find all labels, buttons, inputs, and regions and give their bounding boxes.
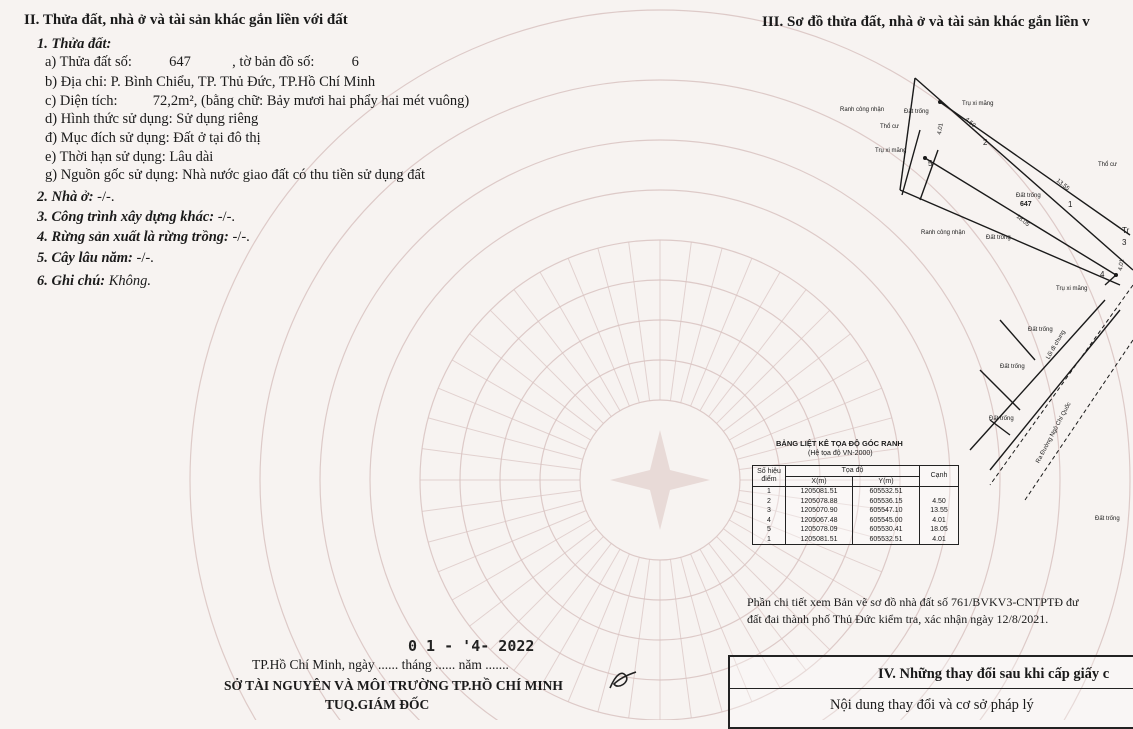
changes-column-header: Nội dung thay đổi và cơ sở pháp lý: [830, 697, 1034, 713]
table-row: [753, 525, 959, 535]
cell-x: 1205078.09: [786, 525, 853, 535]
diagram-line: [990, 310, 1120, 470]
cell-point: 2: [753, 497, 786, 507]
area-label: c) Diện tích:: [45, 93, 118, 109]
construction-line: [37, 209, 235, 226]
watermark-ray: [717, 310, 830, 423]
changes-box: [728, 655, 1133, 729]
watermark-ray: [717, 537, 830, 650]
house-line: [37, 189, 114, 206]
diagram-line: [1000, 320, 1035, 360]
cell-x: 1205081.51: [786, 535, 853, 545]
road-label: Lối đi chung: [1045, 329, 1067, 361]
table-row: [753, 497, 959, 507]
point-label-2: 2: [983, 138, 988, 147]
parcel-diagram: [820, 70, 1133, 530]
date-line: TP.Hồ Chí Minh, ngày ...... tháng ...... năm .......: [252, 657, 509, 672]
section-ii-title: II. Thửa đất, nhà ở và tài sản khác gắn liền với đất: [24, 12, 348, 28]
cell-y: 605536.15: [853, 497, 920, 507]
watermark-ray: [709, 290, 806, 417]
perennial-label: 5. Cây lâu năm:: [37, 250, 133, 266]
cell-x: 1205078.88: [786, 497, 853, 507]
edge-length-label: 18.05: [1014, 213, 1031, 229]
watermark-ray: [629, 242, 650, 401]
edge-length-label: 4.01: [1117, 258, 1126, 272]
cell-y: 605530.41: [853, 525, 920, 535]
coordinate-table: [752, 465, 959, 545]
cell-point: 1: [753, 487, 786, 497]
note-label: 6. Ghi chú:: [37, 273, 106, 289]
label-tho-cu: Thổ cư: [1098, 162, 1118, 168]
road-boundary: [1025, 340, 1133, 500]
cell-x: 1205070.90: [786, 506, 853, 516]
watermark-ray: [470, 334, 597, 431]
label-dat-trong: Đất trống: [986, 235, 1011, 241]
cell-point: 3: [753, 506, 786, 516]
note-value: Không.: [108, 273, 152, 289]
watermark-ray: [514, 290, 611, 417]
land-heading: 1. Thửa đất:: [37, 36, 112, 52]
detail-note-line-2: đất đai thành phố Thủ Đức kiểm tra, xác nhận ngày 12/8/2021.: [747, 612, 1049, 626]
th-point: Số hiệu điểm: [753, 466, 786, 487]
signer-position: TUQ.GIÁM ĐỐC: [325, 697, 430, 712]
department-name: SỞ TÀI NGUYÊN VÀ MÔI TRƯỜNG TP.HỒ CHÍ MINH: [224, 678, 563, 693]
label-dat-trong: Đất trống: [904, 109, 929, 115]
edge-length-label: 13.55: [1054, 177, 1071, 193]
road-boundary: [990, 285, 1133, 485]
purpose-line: đ) Mục đích sử dụng: Đất ở tại đô thị: [45, 130, 261, 146]
cell-x: 1205067.48: [786, 516, 853, 526]
parcel-number-label: 647: [1020, 201, 1032, 208]
label-tru-xi-mang: Trụ xi măng: [875, 148, 907, 154]
th-y: Y(m): [853, 476, 920, 487]
edge-label-tr: Tr: [1122, 226, 1130, 235]
label-tru-xi-mang: Trụ xi măng: [1056, 286, 1088, 292]
parcel-edge: [1105, 275, 1116, 285]
label-ranh-cong-nhan: Ranh công nhận: [921, 230, 966, 236]
point-label-4: 4: [1100, 270, 1105, 279]
watermark-ray: [629, 559, 650, 718]
construction-value: -/-.: [217, 209, 236, 225]
section-iii-title: III. Sơ đồ thửa đất, nhà ở và tài sản khác gắn liền v: [762, 14, 1090, 30]
forest-value: -/-.: [232, 229, 250, 245]
label-dat-trong: Đất trống: [1028, 327, 1053, 333]
point-label-5: 5: [928, 159, 933, 168]
cell-point: 1: [753, 535, 786, 545]
handwritten-date: 0 1 - '4- 2022: [408, 637, 535, 655]
diagram-line: [970, 300, 1105, 450]
label-dat-trong-parcel: Đất trống: [1016, 193, 1041, 199]
cell-y: 605532.51: [853, 487, 920, 497]
watermark-ray: [670, 242, 691, 401]
watermark-ray: [470, 529, 597, 626]
house-value: -/-.: [97, 189, 115, 205]
signature-mark-icon: [608, 668, 638, 694]
cell-edge: 4.01: [920, 535, 959, 545]
point-label-1: 1: [1068, 200, 1073, 209]
th-x: X(m): [786, 476, 853, 487]
forest-label: 4. Rừng sản xuất là rừng trồng:: [37, 229, 229, 245]
edge-length-label: 4.50: [963, 116, 977, 130]
changes-title: IV. Những thay đổi sau khi cấp giấy c: [878, 666, 1110, 682]
cell-edge: 4.01: [920, 516, 959, 526]
parcel-label: a) Thửa đất số:: [45, 54, 132, 70]
label-dat-trong: Đất trống: [1095, 516, 1120, 522]
parcel-number: 647: [169, 54, 191, 70]
diagram-line: [920, 150, 938, 200]
cell-point: 4: [753, 516, 786, 526]
cell-x: 1205081.51: [786, 487, 853, 497]
map-sheet-number: 6: [351, 54, 359, 70]
cell-y: 605545.00: [853, 516, 920, 526]
label-tru-xi-mang: Trụ xi măng: [962, 101, 994, 107]
point-label-3: 3: [1122, 238, 1127, 247]
table-row: [753, 506, 959, 516]
cell-edge: 13.55: [920, 506, 959, 516]
coord-table-subtitle: (Hệ tọa độ VN-2000): [808, 450, 873, 457]
label-tho-cu: Thổ cư: [880, 124, 900, 130]
area-line: [45, 93, 469, 110]
perennial-line: [37, 250, 154, 267]
watermark-ray: [422, 449, 581, 470]
watermark-ray: [422, 490, 581, 511]
watermark-ray: [670, 559, 691, 718]
construction-label: 3. Công trình xây dựng khác:: [37, 209, 215, 225]
use-form-line: d) Hình thức sử dụng: Sử dụng riêng: [45, 111, 259, 127]
note-line: [37, 273, 151, 290]
table-row: [753, 487, 959, 497]
diagram-line: [990, 420, 1010, 435]
label-dat-trong: Đất trống: [989, 416, 1014, 422]
label-ranh-cong-nhan: Ranh công nhận: [840, 107, 885, 113]
table-row: [753, 516, 959, 526]
cell-edge: [920, 487, 959, 497]
watermark-ray: [490, 310, 603, 423]
star-center: [610, 430, 710, 530]
diagram-line: [902, 130, 920, 195]
table-row: [753, 535, 959, 545]
watermark-ray: [490, 537, 603, 650]
coord-table-title: BẢNG LIỆT KÊ TỌA ĐỘ GÓC RANH: [776, 439, 903, 448]
term-line: e) Thời hạn sử dụng: Lâu dài: [45, 149, 214, 165]
cell-edge: 4.50: [920, 497, 959, 507]
diagram-line: [980, 370, 1020, 410]
th-coords: Tọa độ: [786, 466, 920, 477]
map-sheet-label: , tờ bản đồ số:: [232, 54, 315, 70]
point-marker: [938, 100, 942, 104]
cell-point: 5: [753, 525, 786, 535]
changes-header: [730, 657, 1133, 689]
forest-line: [37, 229, 250, 246]
house-label: 2. Nhà ở:: [37, 189, 94, 205]
edge-length-label: 4.01: [936, 122, 945, 136]
cell-edge: 18.05: [920, 525, 959, 535]
th-edge: Cạnh: [920, 466, 959, 487]
detail-note-line-1: Phần chi tiết xem Bản vẽ sơ đồ nhà đất số 761/BVKV3-CNTPTĐ đư: [747, 595, 1079, 609]
point-marker: [923, 156, 927, 160]
label-dat-trong: Đất trống: [1000, 364, 1025, 370]
origin-line: g) Nguồn gốc sử dụng: Nhà nước giao đất có thu tiền sử dụng đất: [45, 167, 425, 183]
area-value: 72,2m², (bằng chữ: Bảy mươi hai phẩy hai mét vuông): [152, 93, 470, 109]
cell-y: 605547.10: [853, 506, 920, 516]
point-marker: [1114, 273, 1118, 277]
parcel-line: [45, 54, 359, 71]
address-line: b) Địa chỉ: P. Bình Chiểu, TP. Thủ Đức, TP.Hồ Chí Minh: [45, 74, 376, 90]
cell-y: 605532.51: [853, 535, 920, 545]
perennial-value: -/-.: [136, 250, 154, 266]
road-label: Ra Đường Ngô Chí Quốc: [1035, 401, 1073, 465]
